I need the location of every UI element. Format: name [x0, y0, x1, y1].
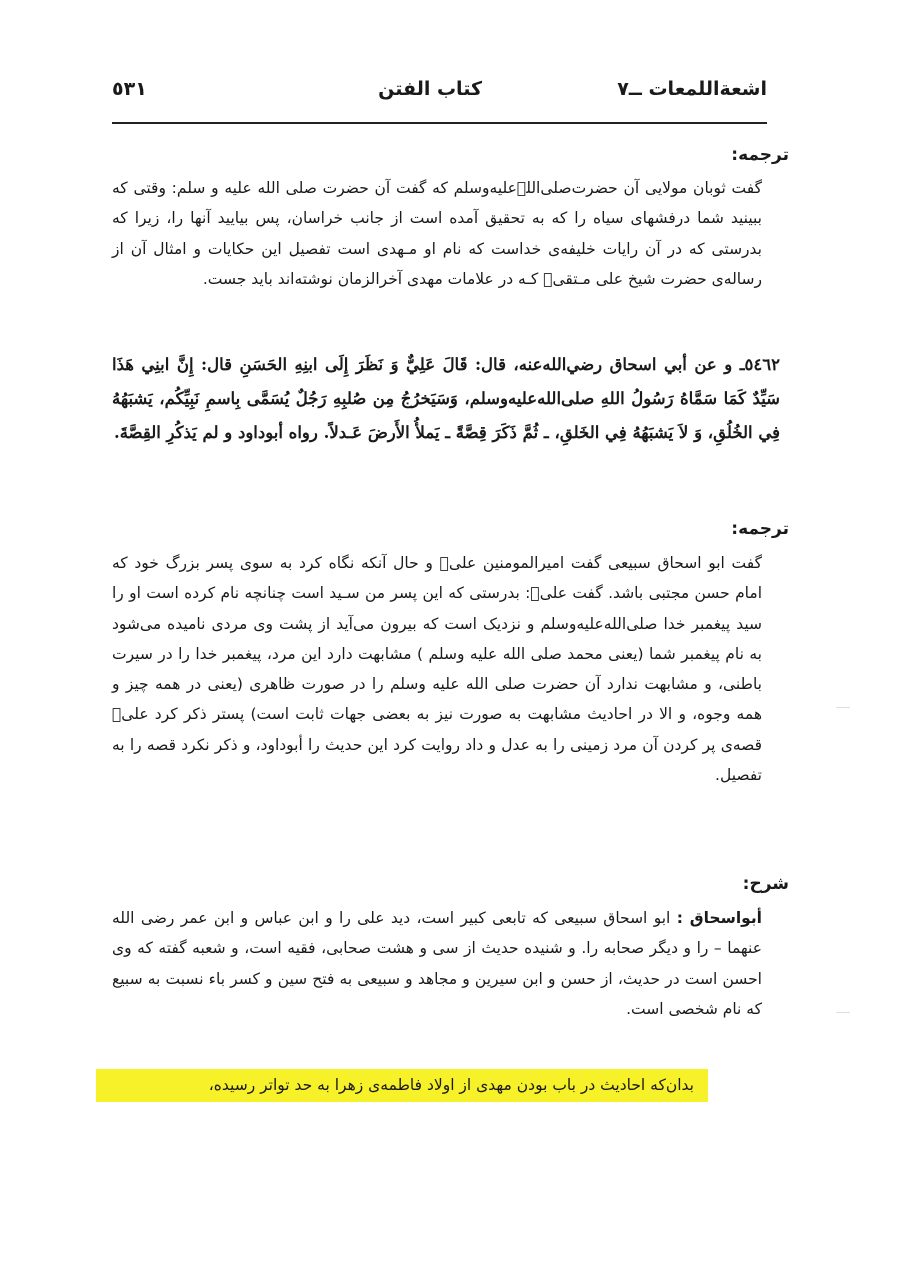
translation-heading-1: ترجمه: [731, 145, 789, 165]
book-title: اشعةاللمعات ــ٧ [617, 78, 767, 100]
commentary-paragraph [112, 903, 762, 1024]
translation-paragraph-1: گفت ثوبان مولایی آن حضرت‌صلی‌اللہ‌علیه‌وسلم که گفت آن حضرت صلی الله علیه و سلم: وقتی که ببینید شما درفشهای سیاه را که به تحقیق آمده است از جانب خراسان، پس بیایید آنها را، زیرا که بدرستی که در آن رایات خلیفه‌ی خداست که نام او مـهدی است تفصیل این حکایات و امثال آن از رساله‌ی حضرت شیخ علی مـتقیؒ کـه در علامات مهدی آخرالزمان نوشته‌اند باید جست. [112, 179, 762, 288]
page-header [112, 78, 767, 114]
page-number: ٥٣١ [112, 78, 147, 100]
chapter-title: کتاب الفتن [378, 78, 482, 100]
commentary-text: ابو اسحاق سبیعی که تابعی کبیر است، دید علی را و ابن عباس و ابن عمر رضی الله عنهما – را و دیگر صحابه را. و شنیده حدیث از سی و هشت صحابی، فقیه است، و شعبه گفته که وی احسن است در حدیث، از حسن و ابن سیرین و مجاهد و سبیعی به فتح سین و کسر باء نسبت به سبیع که نام شخصی است. [112, 909, 762, 1018]
commentary-term: أبواسحاق : [676, 909, 762, 927]
commentary-heading: شرح: [742, 874, 789, 894]
margin-mark [836, 1012, 850, 1013]
translation-paragraph-2: گفت ابو اسحاق سبیعی گفت امیرالمومنین علیؓ و حال آنکه نگاه کرد به سوی پسر بزرگ خود که امام حسن مجتبی باشد. گفت علیؓ: بدرستی که این پسر من سـید است چنانچه نام کرده است او را سید پیغمبر خدا صلی‌الله‌علیه‌وسلم و نزدیک است که بیرون می‌آید از پشت وی مردی نامیده می‌شود به نام پیغمبر شما (یعنی محمد صلی الله علیه وسلم ) مشابهت دارد این مرد، پیغمبر خدا را در سیرت باطنی، و مشابهت ندارد آن حضرت صلی الله علیه وسلم را در صورت ظاهری (یعنی در همه چیز و همه وجوه، و الا در احادیث مشابهت به صورت نیز به بعضی جهات ثابت است) پستر ذکر کرد علیؓ قصه‌ی پر کردن آن مرد زمینی را به عدل و داد روایت کرد این حدیث را أبوداود، و ذکر نکرد قصه را به تفصیل. [112, 554, 762, 785]
hadith-paragraph: ٥٤٦٢ـ و عن أبي اسحاق رضي‌الله‌عنه، قال: قَالَ عَلِيٌّ وَ نَظَرَ إِلَى ابنِهِ الحَسَنِ قال: إِنَّ ابنِي هَذَا سَيِّدٌ كَمَا سَمَّاهُ رَسُولُ اللهِ صلى‌الله‌عليه‌وسلم، وَسَيَخرُجُ مِن صُلبِهِ رَجُلٌ يُسَمَّى بِاسمِ نَبِيِّكُم، يَشبَهُهُ فِي الخُلُقِ، وَ لاَ يَشبَهُهُ فِي الخَلقِ، ـ ثُمَّ ذَكَرَ قِصَّةً ـ يَملأُ الأَرضَ عَـدلاً. رواه أبوداود و لم يَذكُرِ القِصَّةَ. [112, 355, 780, 442]
header-rule [112, 122, 767, 124]
translation-heading-2: ترجمه: [731, 519, 789, 539]
highlighted-sentence: بدان‌که احادیث در باب بودن مهدی از اولاد فاطمه‌ی زهرا به حد تواتر رسیده، [96, 1069, 708, 1102]
margin-mark [836, 707, 850, 708]
